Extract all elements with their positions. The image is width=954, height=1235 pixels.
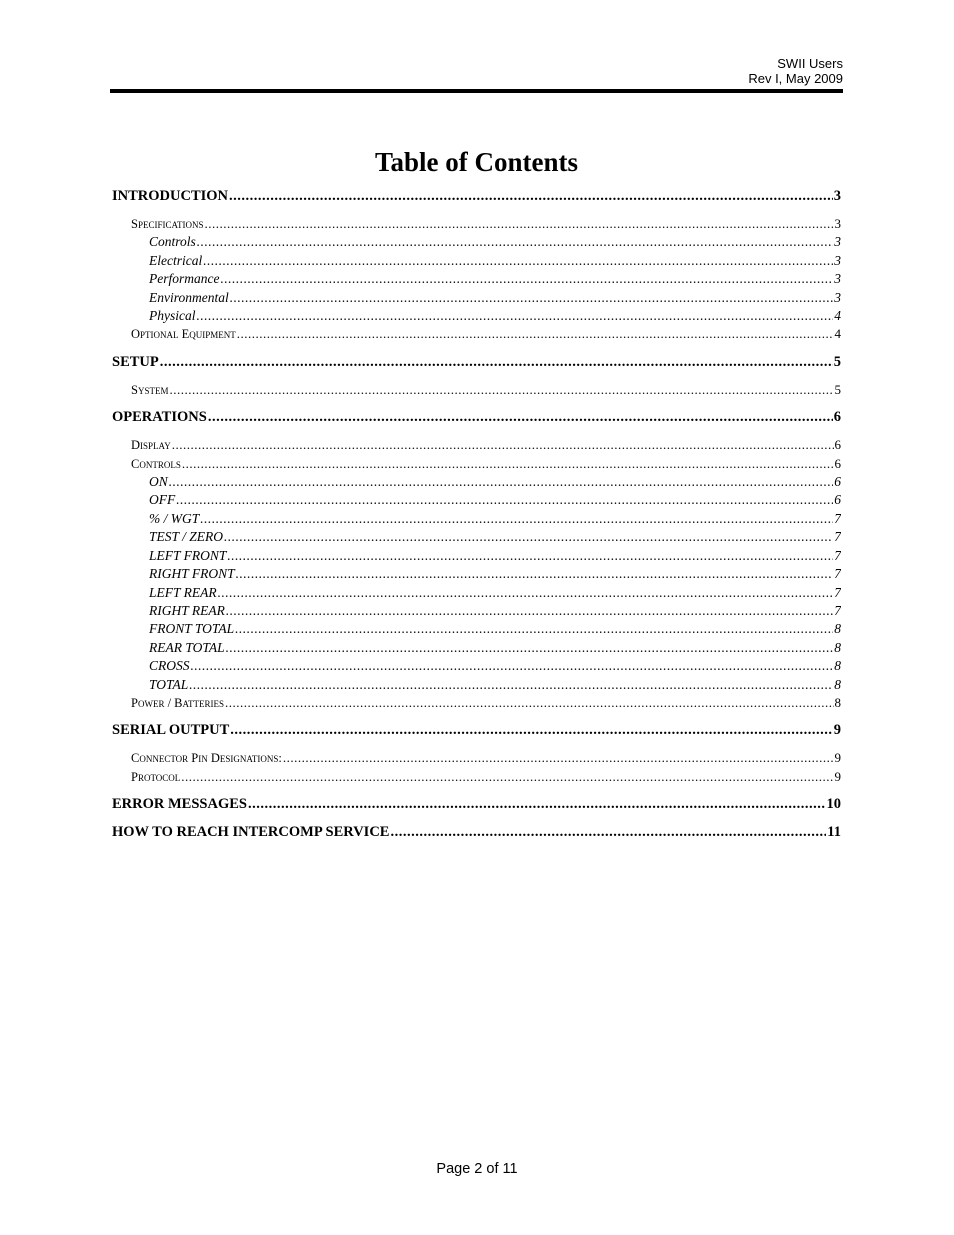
toc-leader-dots	[189, 676, 833, 694]
toc-entry-label: RIGHT REAR	[149, 602, 225, 618]
toc-leader-dots	[204, 215, 833, 233]
toc-entry-page: 7	[834, 566, 841, 582]
toc-leader-dots	[176, 491, 833, 509]
toc-entry-label: RIGHT FRONT	[149, 566, 235, 582]
toc-entry-page: 7	[834, 547, 841, 563]
toc-leader-dots	[226, 639, 834, 657]
toc-leader-dots	[227, 547, 833, 565]
toc-entry-label: ERROR MESSAGES	[112, 796, 247, 813]
toc-entry[interactable]	[112, 473, 841, 491]
toc-entry-page: 7	[834, 584, 841, 600]
toc-entry-page: 8	[834, 676, 841, 692]
toc-entry-label: Physical	[149, 308, 196, 324]
toc-leader-dots	[225, 694, 833, 712]
toc-entry-page: 8	[834, 639, 841, 655]
header-doc-title: SWII Users	[777, 56, 843, 71]
toc-leader-dots	[218, 584, 834, 602]
toc-entry-label: CROSS	[149, 658, 190, 674]
toc-entry[interactable]	[112, 491, 841, 509]
toc-entry-label: TOTAL	[149, 676, 189, 692]
toc-leader-dots	[220, 270, 833, 288]
toc-entry-page: 4	[834, 326, 841, 342]
toc-entry-page: 11	[827, 824, 841, 841]
toc-entry-page: 3	[834, 252, 841, 268]
toc-entry[interactable]	[112, 307, 841, 325]
toc-entry-page: 9	[833, 722, 841, 739]
toc-entry[interactable]	[112, 436, 841, 454]
toc-entry-label: Performance	[149, 271, 220, 287]
toc-leader-dots	[169, 473, 833, 491]
toc-leader-dots	[203, 252, 833, 270]
toc-entry-label: SETUP	[112, 353, 159, 370]
toc-leader-dots	[390, 823, 826, 841]
toc-entry[interactable]	[112, 749, 841, 767]
toc-entry-page: 6	[833, 409, 841, 426]
toc-leader-dots	[235, 620, 833, 638]
toc-entry[interactable]	[112, 528, 841, 546]
toc-entry-label: TEST / ZERO	[149, 529, 224, 545]
toc-entry-page: 3	[834, 234, 841, 250]
toc-entry-label: % / WGT	[149, 510, 200, 526]
toc-entry[interactable]	[112, 620, 841, 638]
table-of-contents	[112, 187, 841, 851]
toc-leader-dots	[169, 381, 833, 399]
toc-entry[interactable]	[112, 381, 841, 399]
page-title: Table of Contents	[374, 147, 579, 177]
toc-entry[interactable]	[112, 510, 841, 528]
toc-entry-label: Protocol	[131, 769, 181, 784]
toc-entry-label: Optional Equipment	[131, 327, 236, 342]
toc-entry-page: 3	[833, 188, 841, 204]
toc-entry-label: Display	[131, 438, 171, 453]
toc-entry[interactable]	[112, 768, 841, 786]
toc-entry[interactable]	[112, 657, 841, 675]
toc-entry[interactable]	[112, 565, 841, 583]
toc-entry-label: OPERATIONS	[112, 409, 207, 426]
toc-entry-label: OFF	[149, 492, 176, 508]
toc-entry-label: REAR TOTAL	[149, 639, 225, 655]
toc-entry[interactable]	[112, 408, 841, 426]
toc-entry-page: 5	[834, 381, 841, 397]
toc-entry-page: 6	[834, 474, 841, 490]
toc-entry-page: 3	[834, 271, 841, 287]
toc-leader-dots	[197, 307, 834, 325]
toc-entry-label: INTRODUCTION	[112, 188, 229, 204]
toc-entry-page: 10	[826, 796, 841, 813]
toc-entry-page: 4	[834, 308, 841, 324]
header-divider	[110, 89, 843, 93]
toc-entry-page: 7	[834, 510, 841, 526]
toc-entry[interactable]	[112, 215, 841, 233]
toc-leader-dots	[283, 749, 834, 767]
toc-entry[interactable]	[112, 639, 841, 657]
page-footer: Page 2 of 11	[436, 1161, 518, 1177]
page-header	[110, 56, 843, 86]
toc-entry-page: 6	[834, 455, 841, 471]
toc-entry-page: 7	[834, 529, 841, 545]
toc-leader-dots	[181, 768, 833, 786]
toc-leader-dots	[230, 721, 833, 739]
toc-entry-page: 7	[834, 602, 841, 618]
toc-entry[interactable]	[112, 187, 841, 205]
toc-entry-page: 8	[834, 658, 841, 674]
toc-leader-dots	[191, 657, 834, 675]
toc-entry-page: 5	[833, 353, 841, 370]
toc-entry-label: SERIAL OUTPUT	[112, 722, 230, 739]
toc-entry-page: 8	[834, 621, 841, 637]
toc-entry[interactable]	[112, 795, 841, 813]
header-revision: Rev I, May 2009	[748, 71, 843, 86]
toc-entry-label: Environmental	[149, 289, 229, 305]
toc-entry-page: 9	[834, 750, 841, 766]
toc-entry[interactable]	[112, 547, 841, 565]
toc-entry-label: Power / Batteries	[131, 695, 225, 710]
toc-entry-label: LEFT REAR	[149, 584, 217, 600]
toc-entry-label: Electrical	[149, 252, 203, 268]
toc-leader-dots	[237, 325, 834, 343]
toc-entry[interactable]	[112, 694, 841, 712]
toc-entry-label: LEFT FRONT	[149, 547, 227, 563]
toc-entry-label: Controls	[149, 234, 196, 250]
toc-entry-label: FRONT TOTAL	[149, 621, 235, 637]
toc-entry[interactable]	[112, 602, 841, 620]
toc-leader-dots	[224, 528, 833, 546]
toc-leader-dots	[197, 233, 833, 251]
toc-entry-page: 3	[834, 289, 841, 305]
toc-leader-dots	[160, 353, 833, 371]
toc-entry[interactable]	[112, 252, 841, 270]
toc-leader-dots	[248, 795, 826, 813]
toc-entry[interactable]	[112, 233, 841, 251]
toc-leader-dots	[200, 510, 833, 528]
toc-entry[interactable]	[112, 584, 841, 602]
toc-entry-page: 9	[834, 768, 841, 784]
toc-entry-label: Connector Pin Designations:	[131, 751, 282, 766]
toc-entry-page: 6	[834, 437, 841, 453]
toc-entry-page: 6	[834, 492, 841, 508]
toc-leader-dots	[182, 455, 834, 473]
toc-leader-dots	[229, 187, 833, 205]
toc-entry[interactable]	[112, 289, 841, 307]
toc-leader-dots	[236, 565, 834, 583]
toc-entry[interactable]	[112, 270, 841, 288]
toc-entry-page: 8	[834, 694, 841, 710]
toc-entry[interactable]	[112, 325, 841, 343]
toc-entry-label: Specifications	[131, 217, 204, 231]
toc-entry[interactable]	[112, 455, 841, 473]
toc-entry[interactable]	[112, 823, 841, 841]
toc-leader-dots	[226, 602, 833, 620]
toc-entry[interactable]	[112, 721, 841, 739]
toc-entry-label: ON	[149, 474, 168, 490]
toc-entry[interactable]	[112, 353, 841, 371]
toc-entry-page: 3	[834, 216, 841, 231]
toc-entry-label: System	[131, 382, 169, 397]
toc-leader-dots	[230, 289, 834, 307]
toc-entry-label: Controls	[131, 456, 181, 471]
toc-entry[interactable]	[112, 676, 841, 694]
toc-entry-label: HOW TO REACH INTERCOMP SERVICE	[112, 824, 390, 841]
toc-leader-dots	[208, 408, 833, 426]
toc-leader-dots	[172, 436, 834, 454]
